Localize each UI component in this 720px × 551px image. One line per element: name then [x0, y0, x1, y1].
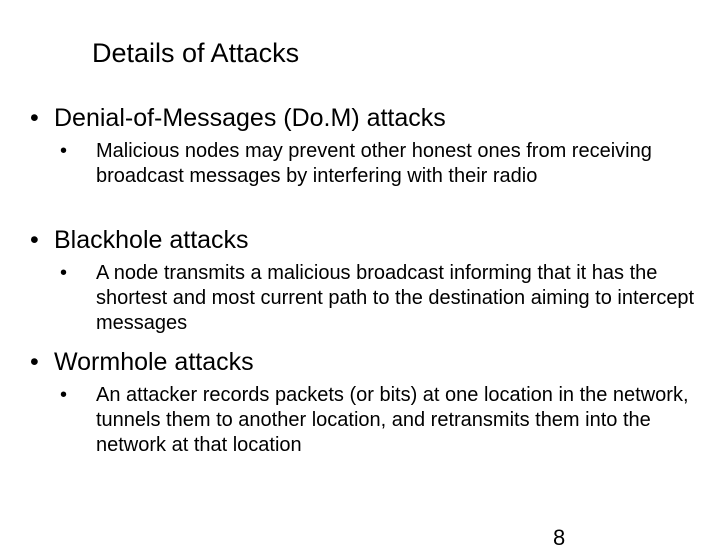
bullet-marker: •	[30, 226, 39, 254]
bullet-item-wormhole-attacks	[30, 347, 254, 377]
sub-bullet-text: Malicious nodes may prevent other honest ones from receiving broadcast messages by interfering with their radio	[96, 140, 652, 187]
sub-bullet-marker: •	[60, 140, 68, 162]
sub-bullet-marker: •	[60, 384, 68, 406]
sub-bullet-text: A node transmits a malicious broadcast informing that it has the shortest and most current path to the destination aiming to intercept messages	[96, 262, 695, 334]
bullet-heading: Denial-of-Messages (Do.M) attacks	[54, 104, 446, 132]
sub-bullet-text: An attacker records packets (or bits) at one location in the network, tunnels them to another location, and retransmits them into the network at that location	[96, 384, 689, 456]
bullet-item-dom-attacks	[30, 103, 446, 133]
page-number: 8	[553, 525, 566, 550]
bullet-heading: Wormhole attacks	[54, 348, 254, 376]
sub-bullet-marker: •	[60, 262, 68, 284]
sub-bullet-dom-attacks	[60, 139, 700, 189]
bullet-marker: •	[30, 348, 39, 376]
bullet-item-blackhole-attacks	[30, 225, 249, 255]
sub-bullet-wormhole-attacks	[60, 383, 700, 458]
sub-bullet-blackhole-attacks	[60, 261, 700, 336]
slide-title: Details of Attacks	[92, 38, 300, 68]
bullet-marker: •	[30, 104, 39, 132]
bullet-heading: Blackhole attacks	[54, 226, 249, 254]
